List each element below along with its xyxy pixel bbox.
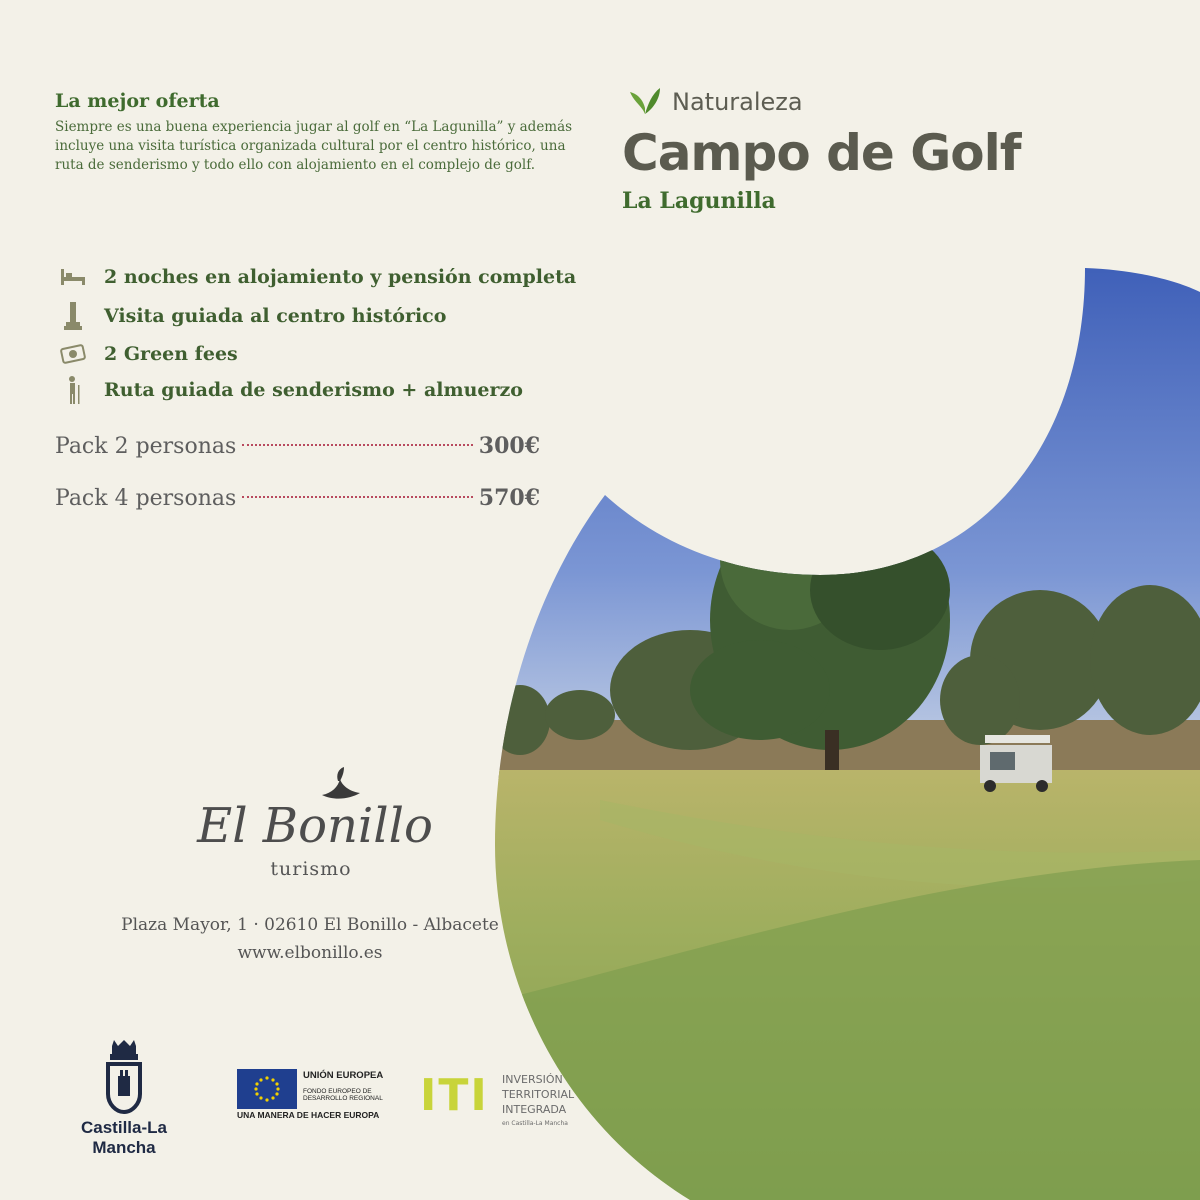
- feature-label: 2 noches en alojamiento y pensión completa: [104, 266, 577, 288]
- eu-flag-icon: [237, 1069, 297, 1109]
- iti-subtext: en Castilla-La Mancha: [502, 1120, 568, 1127]
- leaf-icon: [628, 86, 662, 116]
- feature-item: [58, 375, 523, 405]
- brand-tagline: turismo: [270, 858, 352, 880]
- category-label: Naturaleza: [672, 88, 803, 116]
- offer-description: Siempre es una buena experiencia jugar al golf en “La Lagunilla” y además incluye una visita turística organizada cultural por el centro histórico, una ruta de senderismo y todo ello con alojamiento en el complejo de golf.: [55, 119, 573, 173]
- dotted-leader: [242, 444, 472, 446]
- eu-fund-text: [303, 1088, 383, 1102]
- pack-name: Pack 2 personas: [55, 434, 237, 459]
- price-row: [55, 433, 540, 459]
- feature-item: [58, 262, 576, 292]
- bed-icon: [58, 262, 88, 292]
- pack-price: 300€: [478, 433, 540, 459]
- offer-title: La mejor oferta: [55, 90, 220, 112]
- feature-item: [58, 301, 446, 331]
- monument-icon: [58, 301, 88, 331]
- golf-ticket-icon: [58, 339, 88, 369]
- feature-label: Ruta guiada de senderismo + almuerzo: [104, 379, 523, 401]
- feature-label: Visita guiada al centro histórico: [104, 305, 447, 327]
- page-title: Campo de Golf: [622, 124, 1021, 182]
- eu-fund-line-1: FONDO EUROPEO DE: [303, 1088, 372, 1095]
- website-link[interactable]: www.elbonillo.es: [237, 943, 383, 963]
- iti-line-3: INTEGRADA: [502, 1103, 567, 1116]
- iti-line-1: INVERSIÓN: [502, 1073, 563, 1086]
- eu-title: UNIÓN EUROPEA: [303, 1070, 384, 1081]
- price-row: [55, 485, 540, 511]
- clm-crest-icon: [100, 1040, 148, 1114]
- feature-item: [58, 339, 238, 369]
- feature-label: 2 Green fees: [104, 343, 238, 365]
- hiker-icon: [58, 375, 88, 405]
- pack-price: 570€: [478, 485, 540, 511]
- dotted-leader: [242, 496, 472, 498]
- address: Plaza Mayor, 1 · 02610 El Bonillo - Albacete: [121, 915, 499, 935]
- clm-logo-text: Castilla-La Mancha: [81, 1118, 167, 1157]
- brand-name: El Bonillo: [197, 798, 433, 854]
- iti-text: [502, 1072, 592, 1117]
- pack-name: Pack 4 personas: [55, 486, 237, 511]
- eu-fund-line-2: DESARROLLO REGIONAL: [303, 1095, 383, 1102]
- iti-logo: ITI: [420, 1070, 489, 1121]
- page-subtitle: La Lagunilla: [622, 188, 776, 214]
- eu-motto: UNA MANERA DE HACER EUROPA: [237, 1110, 380, 1120]
- iti-line-2: TERRITORIAL: [502, 1088, 575, 1101]
